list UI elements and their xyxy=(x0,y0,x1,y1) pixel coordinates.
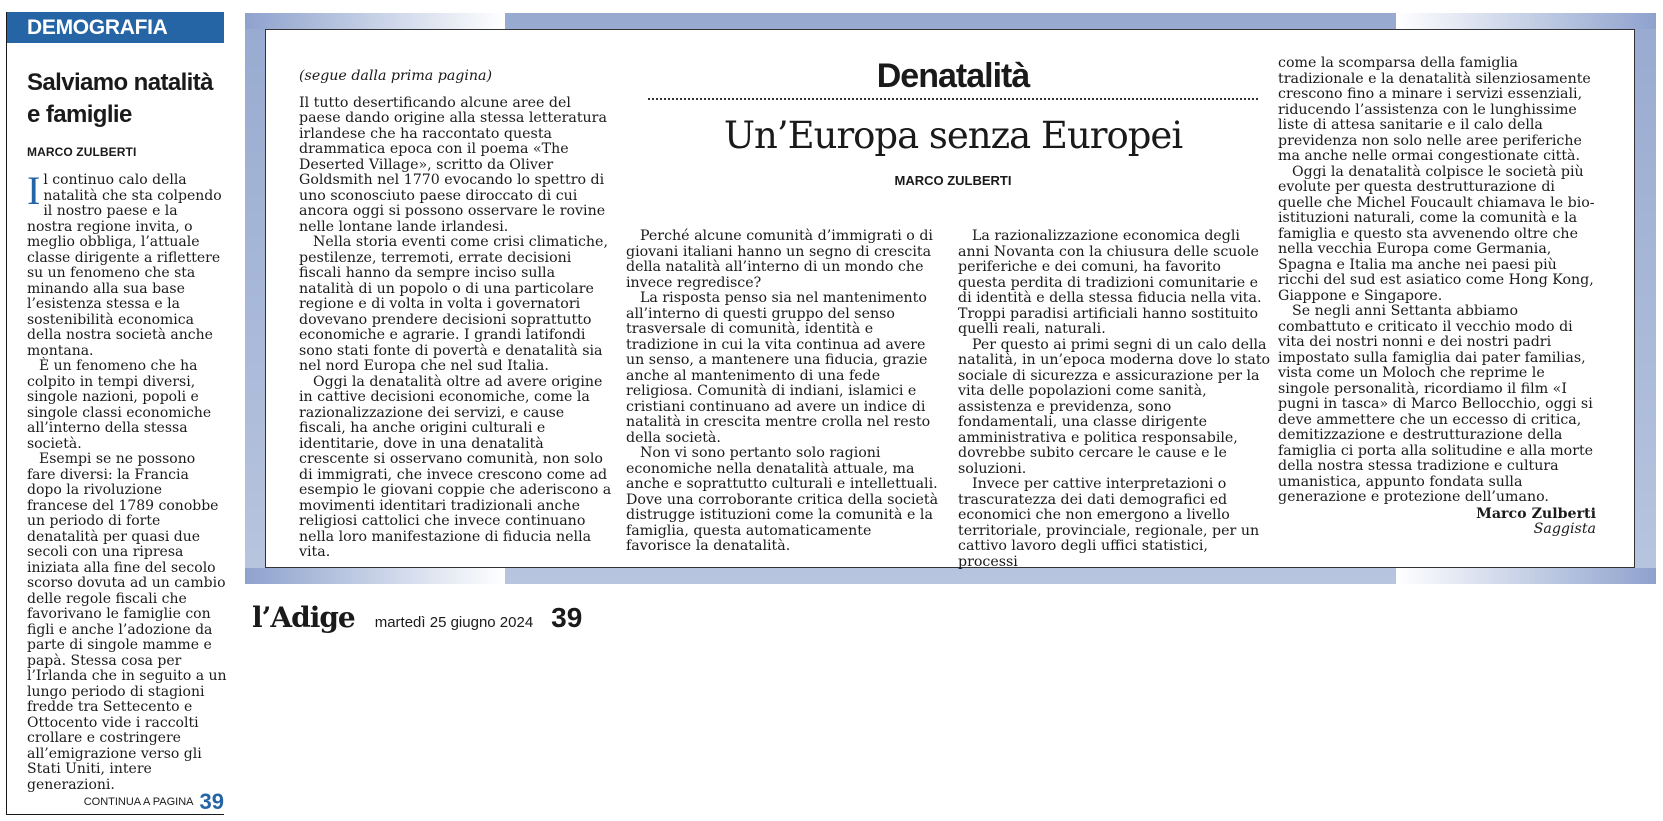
newspaper-logo: l’Adige xyxy=(252,601,355,634)
article-column-4 xyxy=(1278,56,1596,538)
article-frame xyxy=(245,13,1656,584)
article-column-1 xyxy=(299,69,612,561)
sidebar-body xyxy=(27,168,227,793)
section-tag: DEMOGRAFIA xyxy=(7,12,224,43)
article-paragraph: Perché alcune comunità d’immigrati o di giovani italiani hanno un segno di crescita della natalità all’interno di un mondo che invece regredisce? xyxy=(626,228,933,291)
page-footer xyxy=(252,601,582,635)
author-signature: Marco Zulberti xyxy=(1476,505,1596,522)
article-paragraph: Non vi sono pertanto solo ragioni economiche nella denatalità attuale, ma anche e soprattutto culturali e intellettuali. Dove una corroborante critica della società distrugge istituzioni come la comunità e la famiglia, questa automaticamente favorisce la denatalità. xyxy=(626,445,939,554)
issue-date: martedì 25 giugno 2024 xyxy=(374,614,534,631)
article-byline: MARCO ZULBERTI xyxy=(894,173,1012,188)
sidebar-paragraph: Esempi se ne possono fare diversi: la Francia dopo la rivoluzione francese del 1789 conobbe un periodo di forte denatalità per quasi due secoli con una ripresa iniziata alla fine del secolo scorso dovuta ad un cambio delle regole fiscali che favorivano le famiglie con figli e anche l’adozione da parte di singole mamme e papà. Stessa cosa per l’Irlanda che in seguito a un lungo periodo di stagioni fredde tra Settecento e Ottocento vide i raccolti crollare e costringere all’emigrazione verso gli Stati Uniti, intere generazioni. xyxy=(27,451,227,793)
continued-from-note: (segue dalla prima pagina) xyxy=(299,68,493,84)
article-column-3 xyxy=(958,229,1272,570)
article-header xyxy=(628,56,1278,188)
continue-link[interactable] xyxy=(84,790,224,814)
sidebar-paragraph-text: l continuo calo della natalità che sta colpendo il nostro paese e la nostra regione invita, o meglio obbliga, l’attuale classe dirigente a riflettere su un fenomeno che sta minando alla sua base l’esistenza stessa e la sostenibilità economica della nostra società anche montana. xyxy=(27,172,222,359)
article-paragraph: Invece per cattive interpretazioni o trascuratezza dei dati demografici ed economici che non emergono a livello territoriale, provinciale, regionale, per un cattivo lavoro degli uffici statistici, processi xyxy=(958,476,1260,570)
article-paragraph: Per questo ai primi segni di un calo della natalità, in un’epoca moderna dove lo stato sociale di sicurezza e assicurazione per la vita delle popolazioni come sanità, assistenza e previdenza, sono fondamentali, una classe dirigente amministrativa e politica responsabile, dovrebbe subito cercare le cause e le soluzioni. xyxy=(958,336,1271,477)
sidebar-title-line1: Salviamo natalità xyxy=(27,69,213,96)
continue-label: CONTINUA A PAGINA xyxy=(83,796,194,808)
article-paragraph: Se negli anni Settanta abbiamo combattuto e criticato il vecchio modo di vita dei nostri nonni e dei nostri padri impostato sulla famiglia dai pater familias, vista come un Moloch che reprime le singole personalità, ricordiamo il film «I pugni in tasca» di Marco Bellocchio, oggi si deve ammettere che un eccesso di critica, demitizzazione e destrutturazione della famiglia ci porta alla solitudine e alla morte della nostra stessa tradizione e cultura umanistica, appunto fondata sulla generazione e protezione dell’umano. xyxy=(1278,303,1594,505)
sidebar-article xyxy=(6,12,227,815)
page-number: 39 xyxy=(551,602,583,633)
article-kicker: Denatalità xyxy=(876,57,1030,95)
author-role: Saggista xyxy=(1533,521,1596,537)
sidebar-title-line2: e famiglie xyxy=(27,101,132,128)
article-paragraph: La razionalizzazione economica degli anni Novanta con la chiusura delle scuole periferiche e dei comuni, ha favorito questa perdita di tradizioni comunitarie e di identità e della stessa fiducia nella vita. Troppi paradisi artificiali hanno sostituito quelli reali, naturali. xyxy=(958,228,1262,337)
article-paragraph: come la scomparsa della famiglia tradizionale e la denatalità silenziosamente crescono fino a minare i servizi essenziali, riducendo l’assistenza con le lunghissime liste di attesa sanitarie e il calo della previdenza non solo nelle aree periferiche ma anche nelle ormai congestionate città. xyxy=(1278,55,1591,164)
article-column-2 xyxy=(626,229,940,555)
continue-page-number: 39 xyxy=(199,789,224,814)
dropcap: I xyxy=(27,168,41,213)
article-paragraph: Oggi la denatalità colpisce le società più evolute per questa destrutturazione di quelle che Michel Foucault chiamava le bio-istituzioni naturali, come la comunità e la famiglia e questo sta avvenendo oltre che nella vecchia Europa come Germania, Spagna e Italia ma anche nei paesi più ricchi del sud est asiatico come Hong Kong, Giappone e Singapore. xyxy=(1278,163,1595,304)
sidebar-author: MARCO ZULBERTI xyxy=(27,145,137,159)
article-title: Un’Europa senza Europei xyxy=(723,114,1183,157)
sidebar-title xyxy=(27,67,224,131)
sidebar-paragraph: È un fenomeno che ha colpito in tempi diversi, singole nazioni, popoli e singole classi economiche all’interno della stessa società. xyxy=(27,358,212,452)
article-paragraph: Oggi la denatalità oltre ad avere origine in cattive decisioni economiche, come la razionalizzazione dei servizi, e cause fiscali, ha anche origini culturali e identitarie, dove in una denatalità crescente si osservano comunità, non solo di immigrati, che invece crescono come ad esempio le giovani coppie che aderiscono a movimenti identitari tradizionali anche religiosi cattolici che invece continuano nella loro manifestazione di fiducia nella vita. xyxy=(299,373,612,560)
sidebar-paragraph xyxy=(27,168,227,359)
article-paragraph: La risposta penso sia nel mantenimento all’interno di questi gruppo del senso trasversale di comunità, identità e tradizione in cui la vita continua ad avere un senso, a mantenere una fiducia, grazie anche al mantenimento di una fede religiosa. Comunità di indiani, islamici e cristiani continuano ad avere un indice di natalità in crescita mentre crolla nel resto della società. xyxy=(626,290,931,446)
dotted-divider xyxy=(648,98,1258,100)
article-box xyxy=(265,29,1635,568)
article-paragraph: Nella storia eventi come crisi climatiche, pestilenze, terremoti, errate decisioni fiscali hanno da sempre inciso sulla natalità di un popolo o di una particolare regione e di volta in volta i governatori dovevano prendere decisioni soprattutto economiche e agrarie. I grandi latifondi sono stati fonte di povertà e denatalità sia nel nord Europa che nel sud Italia. xyxy=(299,234,608,374)
article-paragraph: Il tutto desertificando alcune aree del paese dando origine alla stessa letteratura irlandese che ha raccontato questa drammatica epoca con il poema «The Deserted Village», scritto da Oliver Goldsmith nel 1770 evocando lo spettro di uno sconosciuto paese diroccato di cui ancora oggi si possono osservare le rovine nelle lontane lande irlandesi. xyxy=(299,94,607,235)
